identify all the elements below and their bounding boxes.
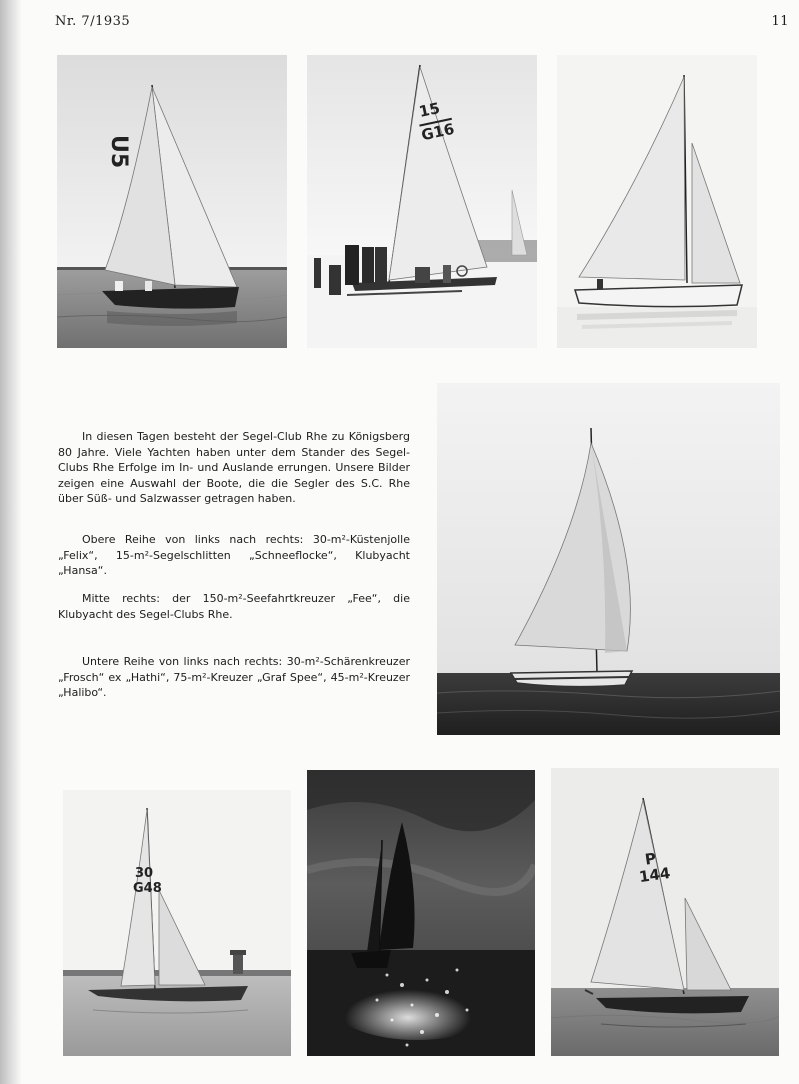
intro-text: In diesen Tagen besteht der Segel-Club Rhe zu Königsberg 80 Jahre. Viele Yachten haben unter dem Stander des Segel-Clubs Rhe Erfolge im In- und Auslande errungen. Unsere Bilder zeigen eine Auswahl der Boote, die die Segler des S.C. Rhe über Süß- und Salzwasser getragen haben. [58,430,410,505]
schneeflocke-sail-number-bottom: G16 [419,119,456,145]
caption-bottom-text: Untere Reihe von links nach rechts: 30-m²-Schärenkreuzer „Frosch“ ex „Hathi“, 75-m²-Kreuzer „Graf Spee“, 45-m²-Kreuzer „Halibo“. [58,655,410,699]
caption-bottom-row [58,654,410,701]
page-spine-shadow [0,0,22,1084]
caption-top-text: Obere Reihe von links nach rechts: 30-m²-Küstenjolle „Felix“, 15-m²-Segelschlitten „Schneeflocke“, Klubyacht „Hansa“. [58,533,410,577]
halibo-sail-letter: P [643,849,658,869]
photo-halibo [551,768,779,1056]
photo-hansa [557,55,757,348]
schneeflocke-sail-number-top: 15 [417,99,442,121]
caption-middle-right [58,591,410,622]
photo-schneeflocke [307,55,537,348]
photo-felix [57,55,287,348]
page-number: 11 [771,14,789,29]
halibo-sail-number: 144 [637,863,672,887]
caption-middle-text: Mitte rechts: der 150-m²-Seefahrtkreuzer „Fee“, die Klubyacht des Segel-Clubs Rhe. [58,592,410,621]
frosch-sail-number-bottom: G48 [133,881,162,896]
frosch-sail-number-top: 30 [135,866,154,881]
issue-number: Nr. 7/1935 [55,14,131,29]
photo-fee [437,383,780,735]
photo-frosch [63,790,291,1056]
photo-graf-spee [307,770,535,1056]
felix-sail-number: U5 [106,135,131,169]
caption-top-row [58,532,410,579]
intro-paragraph [58,429,410,507]
